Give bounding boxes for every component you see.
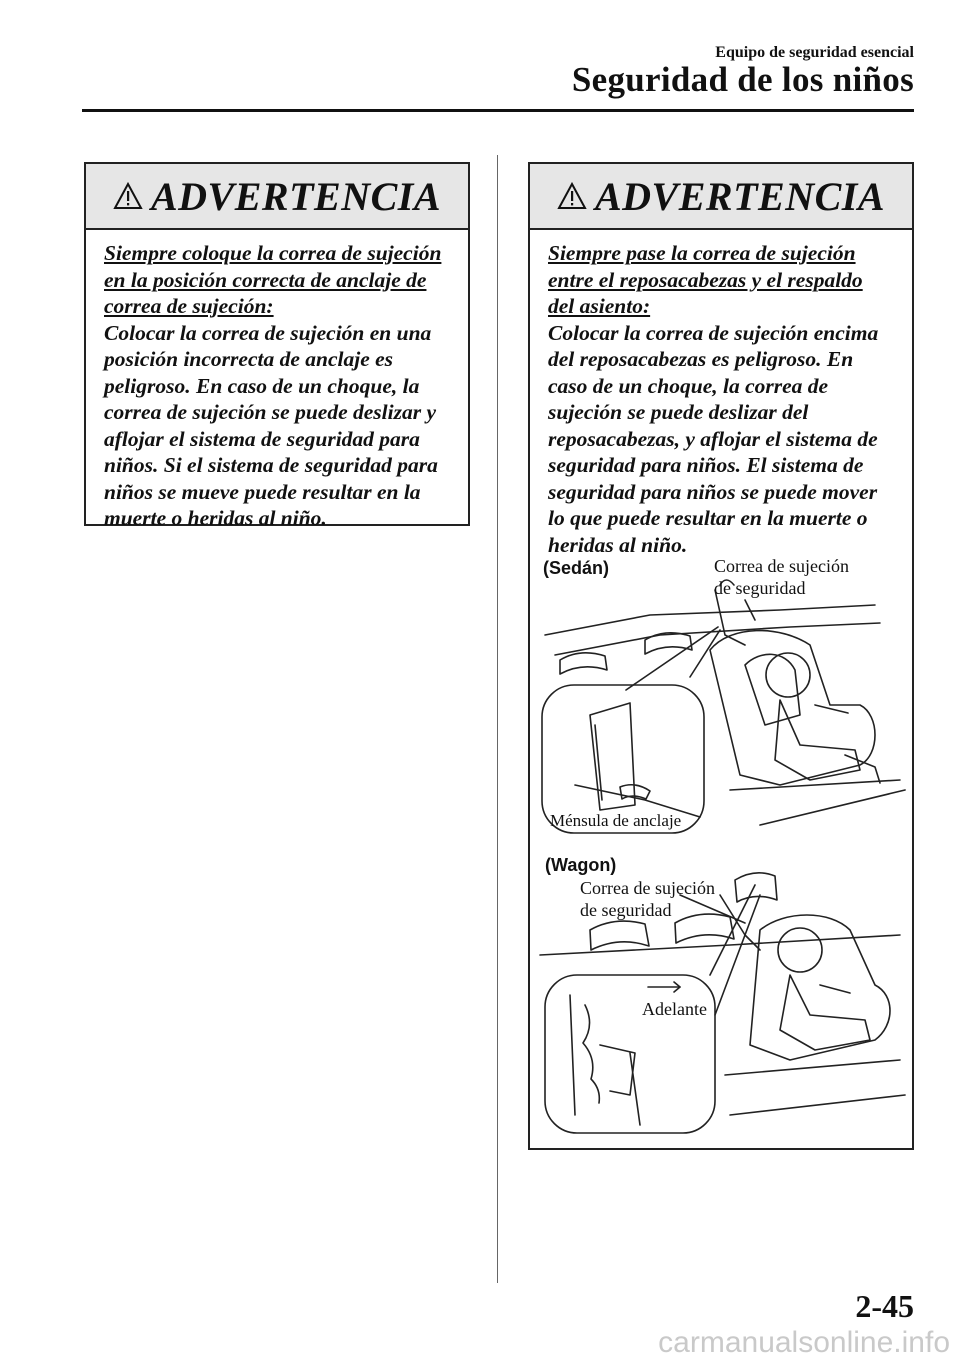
warning-body — [86, 230, 468, 544]
warning-header — [530, 164, 912, 230]
page-number: 2-45 — [855, 1288, 914, 1324]
wagon-label: (Wagon) — [545, 855, 617, 875]
warning-box-left — [84, 162, 470, 530]
warning-title: ADVERTENCIA — [150, 173, 442, 219]
warning-triangle-icon — [557, 182, 587, 210]
watermark: carmanualsonline.info — [658, 1326, 950, 1359]
page-title: Seguridad de los niños — [571, 60, 914, 99]
callout-line: de seguridad — [580, 900, 672, 920]
warning-body — [530, 230, 912, 570]
warning-title: ADVERTENCIA — [594, 173, 886, 219]
child-seat-illustration — [530, 555, 910, 1140]
forward-label: Adelante — [642, 999, 707, 1019]
callout-line: de seguridad — [714, 578, 806, 598]
header-section: Equipo de seguridad esencial — [715, 44, 914, 61]
warning-header — [86, 164, 468, 230]
warning-triangle-icon — [113, 182, 143, 210]
warning-lead: Siempre coloque la correa de sujeción en la posición correcta de anclaje de correa de sujeción: — [104, 241, 442, 318]
sedan-tether-callout — [714, 555, 849, 599]
header-rule — [82, 109, 914, 112]
warning-text: Colocar la correa de sujeción en una posición incorrecta de anclaje es peligroso. En caso de un choque, la correa de sujeción se puede deslizar y aflojar el sistema de seguridad para niños. Si el sistema de seguridad para niños se mueve puede resultar en la muerte o heridas al niño. — [104, 320, 438, 530]
wagon-tether-callout — [580, 877, 715, 921]
column-divider — [497, 155, 498, 1283]
sedan-label: (Sedán) — [543, 558, 610, 578]
warning-text: Colocar la correa de sujeción encima del reposacabezas es peligroso. En caso de un choque, la correa de sujeción se puede deslizar del reposacabezas, y aflojar el sistema de seguridad para niños. El sistema de seguridad para niños se puede mover lo que puede resultar en la muerte o heridas al niño. — [548, 320, 879, 557]
callout-line: Correa de sujeción — [580, 878, 715, 898]
anchor-bracket-label: Ménsula de anclaje — [550, 811, 682, 830]
warning-lead: Siempre pase la correa de sujeción entre el reposacabezas y el respaldo del asiento: — [548, 241, 863, 318]
callout-line: Correa de sujeción — [714, 556, 849, 576]
